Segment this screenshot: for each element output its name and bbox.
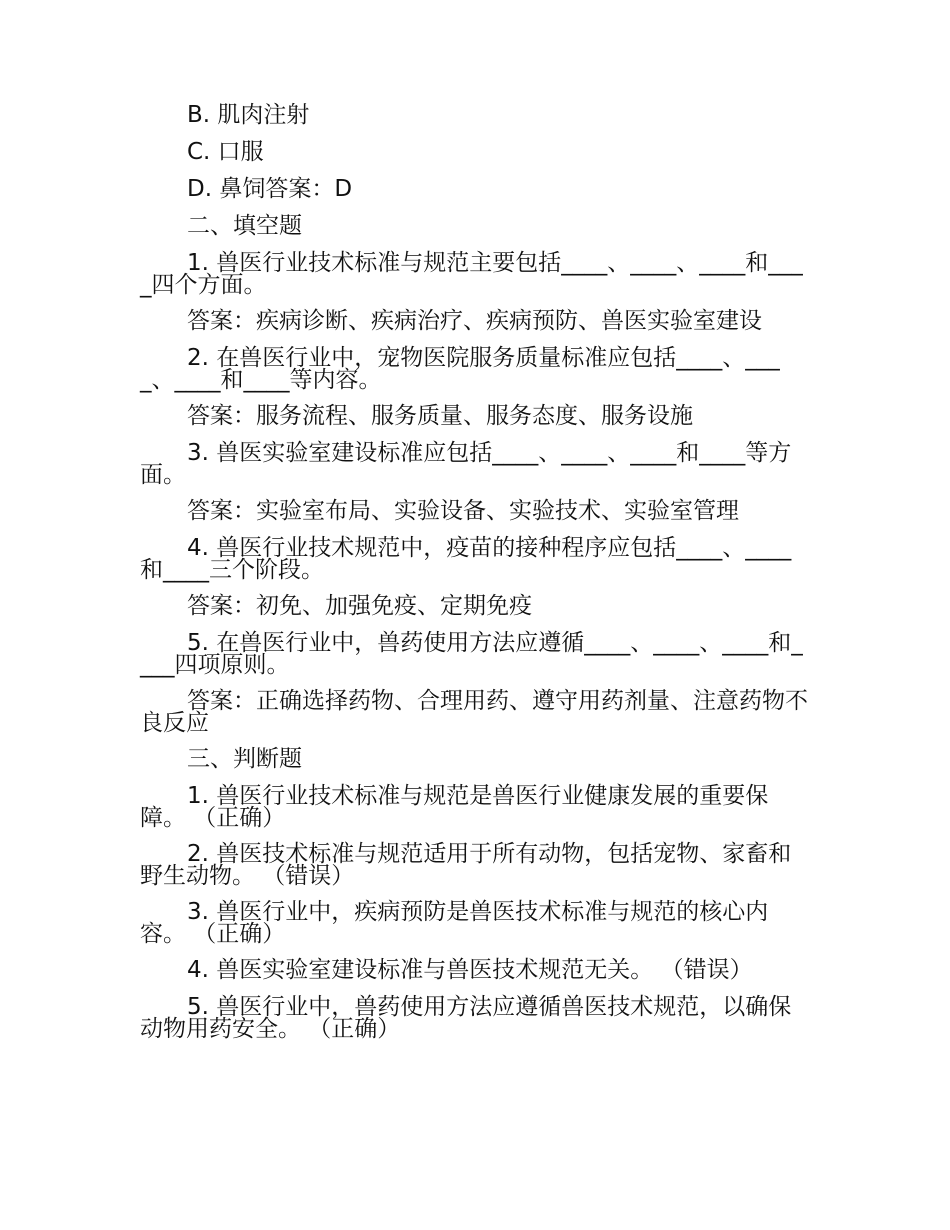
fill-answer-4: 答案：初免、加强免疫、定期免疫 [187,593,532,619]
document-body [140,104,812,1054]
fill-question-2: 2. 在兽医行业中，宠物医院服务质量标准应包括____、____、____和____等内容。 [140,345,780,393]
fill-question-1: 1. 兽医行业技术标准与规范主要包括____、____、____和____四个方面。 [140,250,803,298]
option-c: C. 口服 [187,139,264,165]
fill-answer-2: 答案：服务流程、服务质量、服务态度、服务设施 [187,403,693,429]
tf-question-5: 5. 兽医行业中，兽药使用方法应遵循兽医技术规范，以确保动物用药安全。 （正确） [140,994,792,1042]
fill-question-4: 4. 兽医行业技术规范中，疫苗的接种程序应包括____、____和____三个阶段。 [140,535,792,583]
tf-question-2: 2. 兽医技术标准与规范适用于所有动物，包括宠物、家畜和野生动物。 （错误） [140,841,792,889]
tf-question-1: 1. 兽医行业技术标准与规范是兽医行业健康发展的重要保障。 （正确） [140,783,769,831]
fill-question-5: 5. 在兽医行业中，兽药使用方法应遵循____、____、____和____四项原则。 [140,630,803,678]
option-b: B. 肌肉注射 [187,102,310,128]
tf-question-3: 3. 兽医行业中，疾病预防是兽医技术标准与规范的核心内容。 （正确） [140,899,769,947]
section-heading-true-false: 三、判断题 [187,746,302,772]
tf-question-4: 4. 兽医实验室建设标准与兽医技术规范无关。 （错误） [187,957,753,983]
fill-answer-5: 答案：正确选择药物、合理用药、遵守用药剂量、注意药物不良反应 [140,688,808,736]
fill-answer-1: 答案：疾病诊断、疾病治疗、疾病预防、兽医实验室建设 [187,308,762,334]
fill-question-3: 3. 兽医实验室建设标准应包括____、____、____和____等方面。 [140,440,792,488]
section-heading-fill-in: 二、填空题 [187,213,302,239]
option-d-answer: D. 鼻饲答案：D [187,176,353,202]
fill-answer-3: 答案：实验室布局、实验设备、实验技术、实验室管理 [187,498,739,524]
